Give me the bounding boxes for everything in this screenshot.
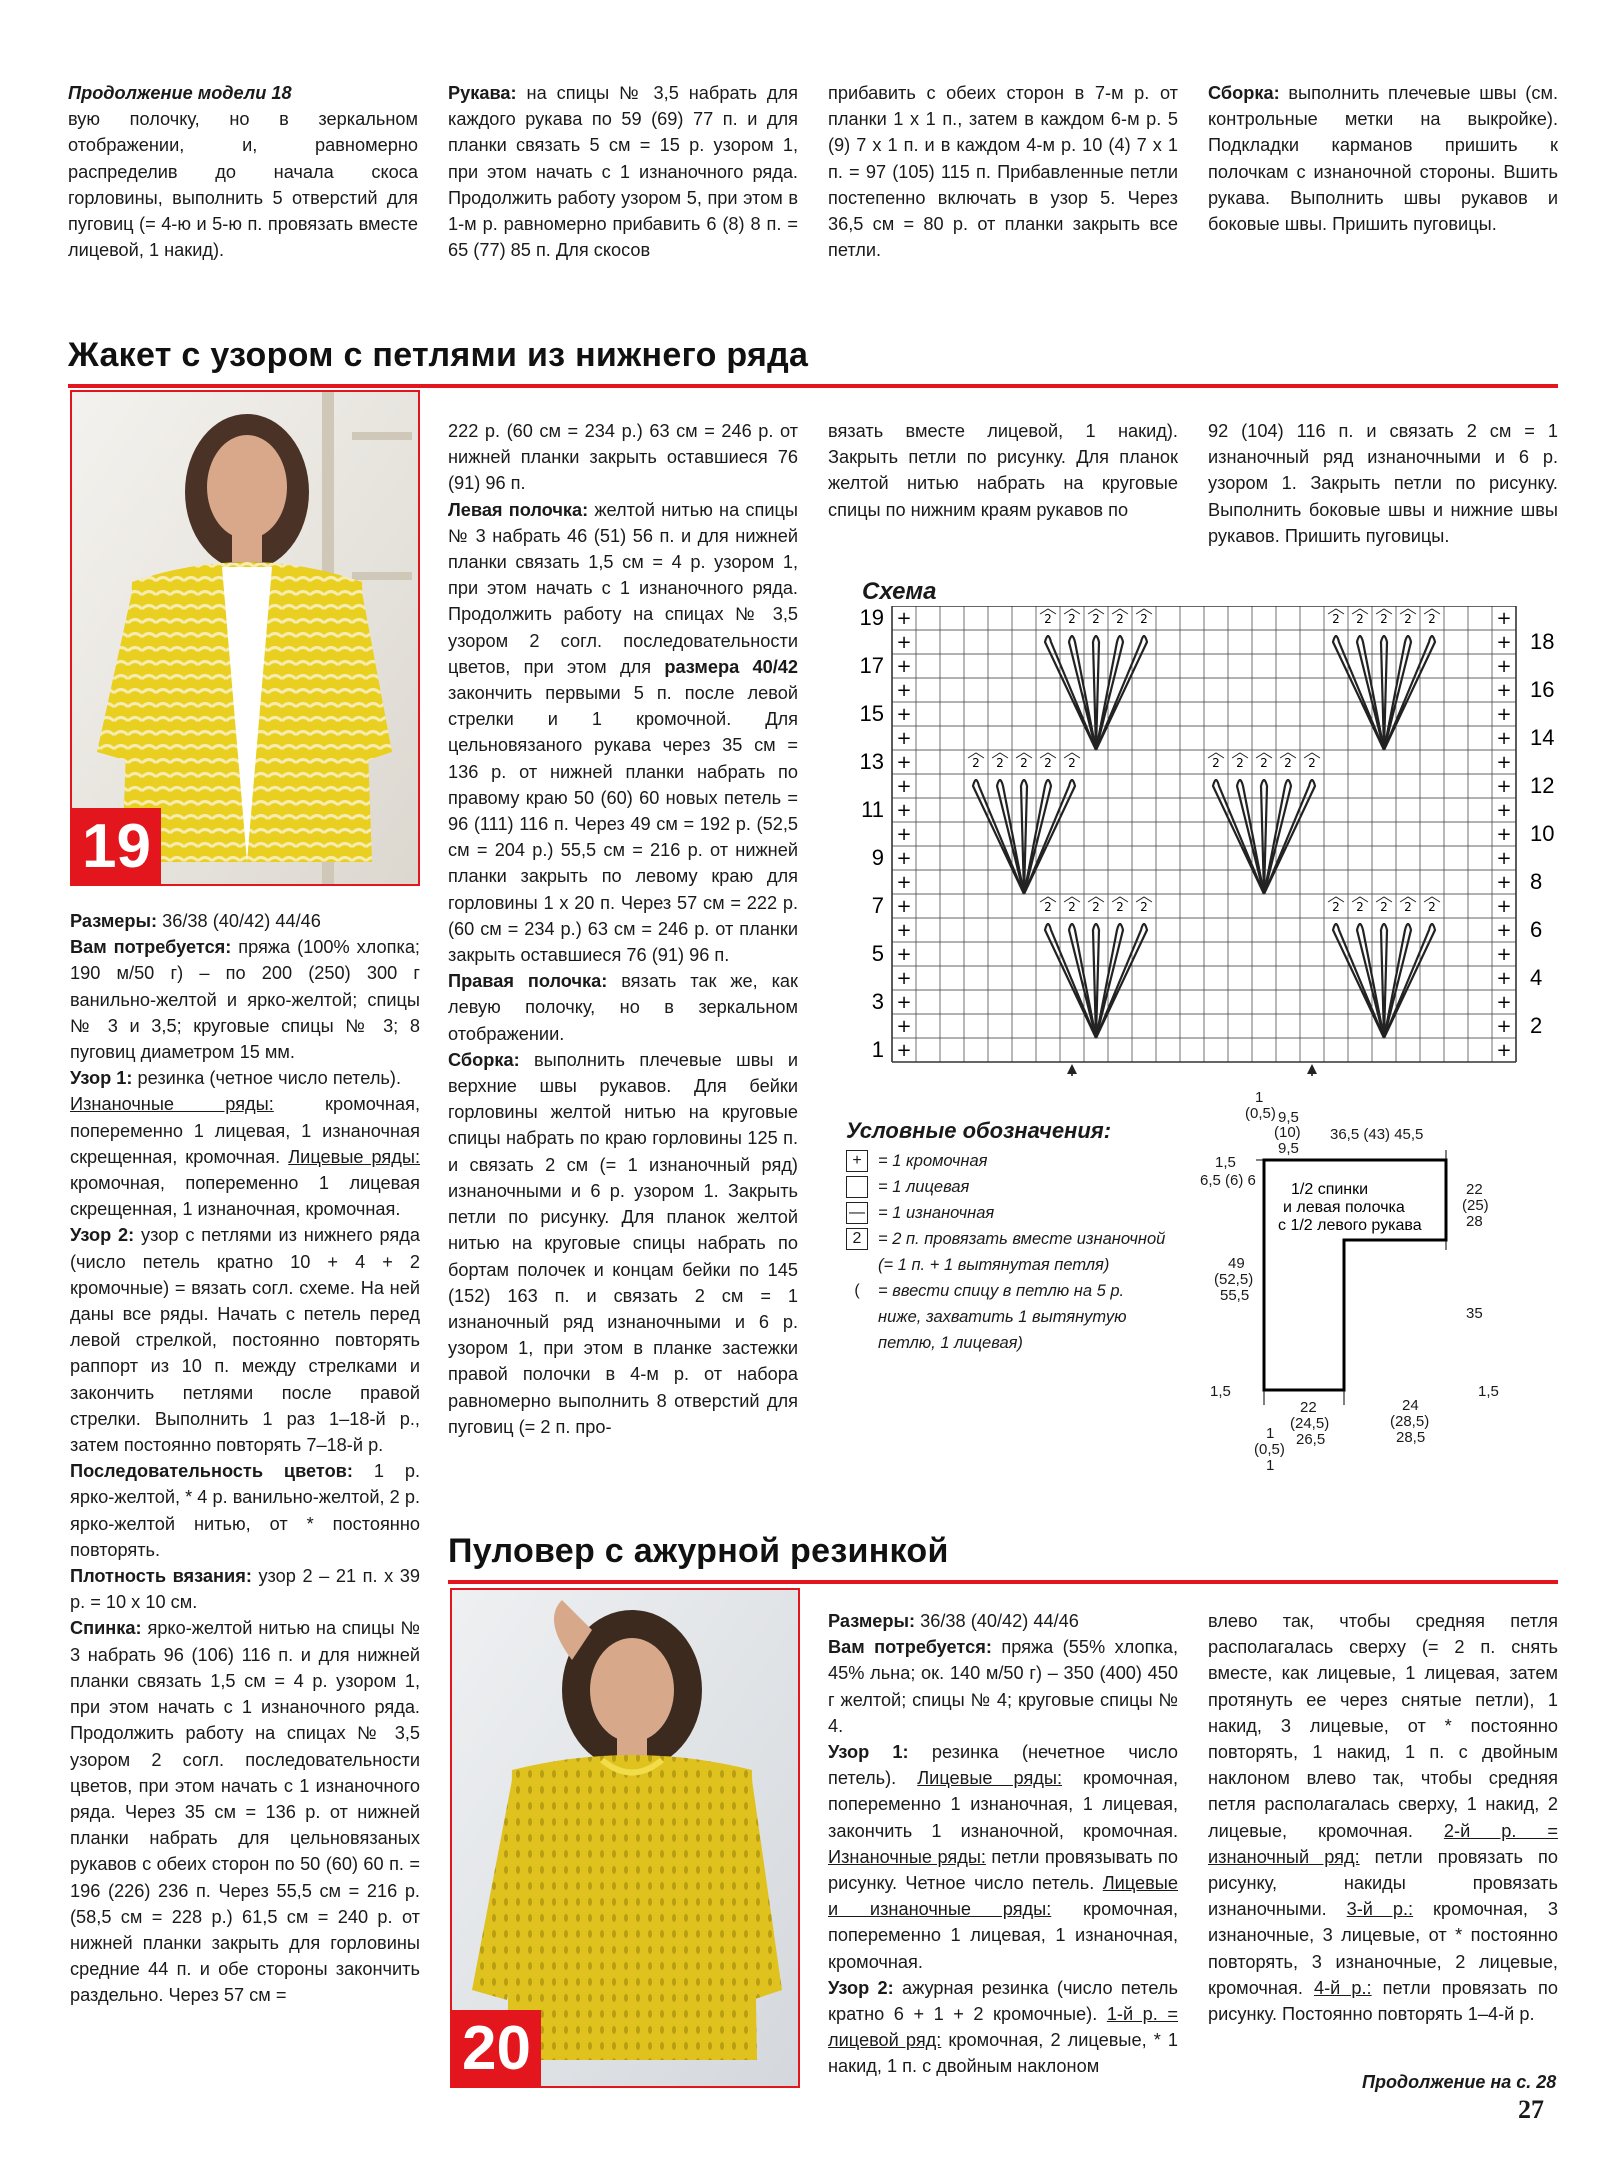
m19-p1-right-lead: Лицевые ряды: (288, 1146, 421, 1167)
chart-row-label-left: 17 (859, 653, 884, 678)
drop-loop-mark (1264, 780, 1315, 894)
model20-red-rule (448, 1580, 1558, 1584)
chart-row-label-right: 4 (1530, 965, 1543, 990)
legend-item-purl (846, 1200, 1166, 1226)
top-col-2 (448, 80, 798, 263)
m19-left-b: закончить первыми 5 п. после левой стрелки и 1 кромочной. Для цельновязаного рукава через 35 см = 136 р. от нижней планки набрать по правому краю 50 (60) 60 новых петель = 96 (111) 116 п. Через 49 см = 192 р. (52,5 см = 204 р.) 55,5 см = 216 р. от нижней планки закрыть по левому краю для горловины 1 х 20 п. Через 57 см = 222 р. (60 см = 234 р.) 63 см = 246 р. от планки закрыть оставшиеся 76 (91) 96 п. (448, 683, 798, 966)
m20-p1-both-lead: Лицевые и изнаночные ряды: (828, 1873, 1178, 1920)
piece-label-1: 1/2 спинки (1291, 1181, 1369, 1198)
continuation-heading: Продолжение модели 18 (68, 83, 292, 103)
m20-p2-lead: Узор 2: (828, 1977, 894, 1998)
edge-stitch-mark: + (1496, 680, 1512, 701)
dim-b2: (24,5) (1290, 1415, 1330, 1432)
p2tog-mark: 2 (1116, 612, 1124, 626)
p2tog-mark: 2 (972, 756, 980, 770)
legend-text-p2tog: = 2 п. провязать вместе изнаночной (= 1 п. + 1 вытянутая петля) (878, 1230, 1166, 1274)
m19-assembly: выполнить плечевые швы и верхние швы рукавов. Для бейки горловины желтой нитью на круговые спицы набрать по краю горловины 125 п. и связать 2 см (= 1 изнаночный ряд) изнаночными и 6 р. узором 1. Закрыть петли по рисунку. Для планок желтой нитью на круговые спицы набрать по бортам полочек и концам бейки по 145 (152) 163 п. и связать 2 см = 1 изнаночный ряд изнаночными и 6 р. узором 1, при этом в планке застежки правой полочки в 4-м р. от набора равномерно выполнить 8 отверстий для пуговиц (= 2 п. про- (448, 1049, 798, 1437)
edge-stitch-mark: + (1496, 920, 1512, 941)
p2tog-mark: 2 (1140, 900, 1148, 914)
m20-p1-both: кромочная, попеременно 1 лицевая, 1 изнаночная, кромочная. (828, 1899, 1178, 1972)
chart-row-label-left: 19 (859, 606, 884, 630)
edge-stitch-mark: + (1496, 608, 1512, 629)
p2tog-mark: 2 (1236, 756, 1244, 770)
model19-col-4 (1208, 418, 1558, 549)
dim-l1: 1,5 (1215, 1154, 1236, 1171)
drop-loop-mark (1045, 924, 1096, 1038)
drop-loop-mark (1021, 780, 1027, 894)
sleeves-lead: Рукава: (448, 83, 517, 103)
p2tog-mark: 2 (1020, 756, 1028, 770)
drop-loop-mark (1093, 636, 1099, 750)
edge-stitch-mark: + (896, 728, 912, 749)
model19-title: Жакет с узором с петлями из нижнего ряда (68, 336, 809, 374)
m19-density: узор 2 – 21 п. х 39 р. = 10 х 10 см. (70, 1566, 421, 1613)
drop-loop-mark (1261, 780, 1267, 894)
m19-c4: 92 (104) 116 п. и связать 2 см = 1 изнаночный ряд изнаночными и 6 р. узором 1. Закрыть петли по рисунку. Выполнить боковые швы и нижние швы рукавов. Пришить пуговицы. (1208, 421, 1558, 546)
m19-p1-lead: Узор 1: (70, 1068, 133, 1089)
m19-right: вязать так же, как левую полочку, но в зеркальном отображении. (448, 971, 799, 1044)
edge-stitch-mark: + (896, 608, 912, 629)
chart-row-label-right: 8 (1530, 869, 1543, 894)
dim-t2: (0,5) (1245, 1105, 1276, 1122)
m20-p1-wrong: петли провязывать по рисунку. Четное число петель. (828, 1846, 1178, 1894)
p2tog-mark: 2 (1044, 900, 1052, 914)
top-col-3-text: прибавить с обеих сторон в 7-м р. от планки 1 х 1 п., затем в каждом 6-м р. 5 (9) 7 х 1 п. и в каждом 4-м р. 10 (4) 7 х 1 п. = 97 (105) 115 п. Прибавленные петли постепенно включать в узор 5. Через 36,5 см = 80 р. от планки закрыть все петли. (828, 83, 1178, 261)
chart-row-label-left: 13 (859, 749, 884, 774)
edge-stitch-mark: + (896, 944, 912, 965)
edge-stitch-mark: + (896, 992, 912, 1013)
m19-c2-start: 222 р. (60 см = 234 р.) 63 см = 246 р. от нижней планки закрыть оставшиеся 76 (91) 96 п. (448, 421, 798, 494)
m19-left-a: желтой нитью на спицы № 3 набрать 46 (51) 56 п. и для нижней планки связать 1,5 см = 4 р. узором 1, при этом начать с 1 изнаночного ряда. Продолжить работу на спицах № 3,5 узором 2 согл. последовательности цветов, при этом для (448, 499, 798, 677)
drop-loop-mark (1093, 924, 1099, 1038)
dim-b9: 1 (1266, 1457, 1275, 1474)
edge-stitch-mark: + (896, 896, 912, 917)
drop-loop-icon: ( (854, 1282, 860, 1299)
edge-stitch-mark: + (896, 704, 912, 725)
piece-label-3: с 1/2 левого рукава (1278, 1217, 1422, 1234)
p2tog-mark: 2 (1380, 900, 1388, 914)
model20-col-1 (828, 1608, 1178, 2080)
m20-sizes: 36/38 (40/42) 44/46 (915, 1611, 1079, 1631)
m20-r3-lead: 3-й р.: (1346, 1899, 1414, 1920)
p2tog-mark: 2 (1116, 900, 1124, 914)
m20-sizes-lead: Размеры: (828, 1611, 916, 1631)
p2tog-mark: 2 (1068, 900, 1076, 914)
legend-text-drop: = ввести спицу в петлю на 5 р. ниже, захватить 1 вытянутую петлю, 1 лицевая) (878, 1282, 1127, 1352)
dim-br: 1,5 (1478, 1383, 1499, 1400)
edge-stitch-mark: + (1496, 848, 1512, 869)
knitting-chart (850, 606, 1570, 1076)
edge-stitch-mark: + (896, 800, 912, 821)
p2tog-mark: 2 (1068, 612, 1076, 626)
legend-text-edge: = 1 кромочная (878, 1152, 988, 1170)
m20-r4: петли провязать по рисунку. Постоянно повторять 1–4-й р. (1208, 1977, 1559, 2025)
m19-back-lead: Спинка: (70, 1618, 142, 1639)
dim-r3: 28 (1466, 1213, 1483, 1230)
drop-loop-mark (1045, 636, 1096, 750)
edge-stitch-mark: + (896, 1016, 912, 1037)
dim-l4: (52,5) (1214, 1271, 1254, 1288)
p2tog-mark: 2 (1140, 612, 1148, 626)
edge-stitch-mark: + (1496, 944, 1512, 965)
edge-stitch-mark: + (1496, 992, 1512, 1013)
dim-l3: 49 (1228, 1255, 1245, 1272)
m20-p1-right: кромочная, попеременно 1 изнаночная, 1 лицевая, закончить 1 изнаночной, кромочная. (828, 1768, 1179, 1841)
chart-row-label-left: 5 (871, 941, 884, 966)
edge-stitch-icon: + (846, 1150, 868, 1172)
m19-p2-lead: Узор 2: (70, 1225, 135, 1246)
m19-need: пряжа (100% хлопка; 190 м/50 г) – по 200 (250) 300 г ванильно-желтой и ярко-желтой; спицы № 3 и 3,5; круговые спицы № 3; 8 пуговиц диаметром 15 мм. (70, 937, 420, 1063)
m19-right-lead: Правая полочка: (448, 971, 608, 992)
p2tog-mark: 2 (1428, 612, 1436, 626)
drop-loop-mark (1384, 636, 1435, 750)
dim-b3: 26,5 (1296, 1431, 1326, 1448)
m20-p1-lead: Узор 1: (828, 1742, 909, 1763)
edge-stitch-mark: + (896, 1040, 912, 1061)
dim-t1: 1 (1255, 1089, 1264, 1106)
edge-stitch-mark: + (1496, 1040, 1512, 1061)
m20-need-lead: Вам потребуется: (828, 1637, 992, 1658)
m20-r4-lead: 4-й р.: (1314, 1977, 1372, 1998)
edge-stitch-mark: + (896, 656, 912, 677)
m19-left-lead: Левая полочка: (448, 499, 589, 520)
model20-col-2 (1208, 1608, 1558, 2027)
m19-p1-right: кромочная, попеременно 1 лицевая скрещенная, 1 изнаночная, кромочная. (70, 1173, 420, 1220)
chart-row-label-left: 7 (871, 893, 884, 918)
m20-r1-lead: 1-й р. = лицевой ряд: (828, 2004, 1178, 2051)
legend-item-drop (846, 1278, 1166, 1356)
edge-stitch-mark: + (1496, 800, 1512, 821)
edge-stitch-mark: + (896, 752, 912, 773)
p2tog-icon: 2 (846, 1228, 868, 1250)
p2tog-mark: 2 (1260, 756, 1268, 770)
edge-stitch-mark: + (896, 824, 912, 845)
dim-r4: 35 (1466, 1305, 1483, 1322)
chart-row-label-left: 3 (871, 989, 884, 1014)
p2tog-mark: 2 (1356, 900, 1364, 914)
chart-row-label-left: 1 (871, 1037, 884, 1062)
dim-b4: 24 (1402, 1397, 1419, 1414)
p2tog-mark: 2 (1404, 612, 1412, 626)
m20-r2: петли провязать по рисунку, накиды провязать изнаночными. (1208, 1846, 1558, 1920)
chart-row-label-right: 18 (1530, 629, 1555, 654)
m19-colors: 1 р. ярко-желтой, * 4 р. ванильно-желтой, 2 р. ярко-желтой нитью, от * постоянно повторять. (70, 1461, 420, 1560)
p2tog-mark: 2 (1044, 756, 1052, 770)
legend-item-edge (846, 1148, 1166, 1174)
top-col-1-text: вую полочку, но в зеркальном отображении, и, равномерно распределив до начала скоса горловины, выполнить 5 отверстий для пуговиц (= 4-ю и 5-ю п. провязать вместе лицевой, 1 накид). (68, 109, 418, 261)
schema-title: Схема (862, 578, 937, 605)
dim-l5: 55,5 (1220, 1287, 1250, 1304)
edge-stitch-mark: + (1496, 776, 1512, 797)
drop-loop-mark (1096, 636, 1147, 750)
p2tog-mark: 2 (1092, 900, 1100, 914)
chart-row-label-right: 10 (1530, 821, 1555, 846)
purl-stitch-icon: — (846, 1202, 868, 1224)
p2tog-mark: 2 (1212, 756, 1220, 770)
drop-loop-mark (1381, 636, 1387, 750)
assembly-lead-18: Сборка: (1208, 83, 1280, 103)
edge-stitch-mark: + (896, 872, 912, 893)
dim-t3: 9,5 (1278, 1109, 1299, 1126)
m20-r2-lead: 2-й р. = изнаночный ряд: (1208, 1820, 1558, 1867)
chart-row-label-right: 16 (1530, 677, 1555, 702)
repeat-arrow-head (1307, 1064, 1317, 1074)
edge-stitch-mark: + (896, 632, 912, 653)
model19-number-badge: 19 (72, 808, 161, 884)
p2tog-mark: 2 (1332, 900, 1340, 914)
p2tog-mark: 2 (996, 756, 1004, 770)
drop-loop-mark (1333, 636, 1384, 750)
dim-t6: 36,5 (43) 45,5 (1330, 1126, 1424, 1143)
m19-back: ярко-желтой нитью на спицы № 3 набрать 96 (106) 116 п. и для нижней планки связать 1,5 см = 4 р. узором 1, при этом начать с 1 изнаночного ряда. Продолжить работу на спицах № 3,5 узором 2 согл. последовательности цветов, при этом начать с 1 изнаночного ряда. Через 35 см = 136 р. от нижней планки набрать для цельновязаных рукавов с обеих сторон по 50 (60) 60 п. = 196 (226) 236 п. Через 55,5 см = 216 р. (58,5 см = 228 р.) 61,5 см = 240 р. от нижней планки закрыть для горловины средние 44 п. и обе стороны закончить раздельно. Через 57 см = (70, 1618, 420, 2006)
m20-r3: кромочная, 3 изнаночные, 3 лицевые, от * постоянно повторять, 3 изнаночные, 2 лицевые, кромочная. (1208, 1899, 1558, 1998)
p2tog-mark: 2 (1284, 756, 1292, 770)
m19-c3: вязать вместе лицевой, 1 накид). Закрыть петли по рисунку. Для планок желтой нитью набрать на круговые спицы по нижним краям рукавов по (828, 421, 1178, 520)
top-col-4 (1208, 80, 1558, 237)
model20-title: Пуловер с ажурной резинкой (448, 1532, 949, 1570)
m20-p1-right-lead: Лицевые ряды: (917, 1768, 1063, 1789)
page-number: 27 (1518, 2095, 1544, 2124)
p2tog-mark: 2 (1092, 612, 1100, 626)
p2tog-mark: 2 (1356, 612, 1364, 626)
p2tog-mark: 2 (1308, 756, 1316, 770)
edge-stitch-mark: + (896, 920, 912, 941)
edge-stitch-mark: + (1496, 968, 1512, 989)
knit-stitch-icon (846, 1176, 868, 1198)
dim-b5: (28,5) (1390, 1413, 1430, 1430)
dim-t5: 9,5 (1278, 1140, 1299, 1157)
chart-row-label-left: 11 (861, 797, 884, 822)
model20-number-badge: 20 (452, 2010, 541, 2086)
edge-stitch-mark: + (1496, 872, 1512, 893)
legend-item-knit (846, 1174, 1166, 1200)
dim-r2: (25) (1462, 1197, 1489, 1214)
model19-col-1 (70, 908, 420, 2009)
chart-row-label-left: 9 (871, 845, 884, 870)
m20-p1: резинка (нечетное число петель). (828, 1742, 1178, 1789)
m20-p2: ажурная резинка (число петель кратно 6 + 1 + 2 кромочные). (828, 1977, 1178, 2025)
model19-col-2 (448, 418, 798, 1440)
dim-r1: 22 (1466, 1181, 1483, 1198)
legend-title: Условные обозначения: (846, 1118, 1112, 1143)
drop-loop-mark (1096, 924, 1147, 1038)
m19-sizes-lead: Размеры: (70, 911, 158, 931)
edge-stitch-mark: + (896, 848, 912, 869)
edge-stitch-mark: + (1496, 1016, 1512, 1037)
chart-row-label-right: 6 (1530, 917, 1543, 942)
top-col-1 (68, 80, 418, 263)
drop-loop-mark (1024, 780, 1075, 894)
m19-density-lead: Плотность вязания: (70, 1566, 252, 1587)
p2tog-mark: 2 (1404, 900, 1412, 914)
p2tog-mark: 2 (1044, 612, 1052, 626)
dim-b7: 1 (1266, 1425, 1275, 1442)
drop-loop-mark (1381, 924, 1387, 1038)
dim-l2: 6,5 (6) 6 (1200, 1172, 1256, 1189)
edge-stitch-mark: + (1496, 728, 1512, 749)
edge-stitch-mark: + (896, 968, 912, 989)
edge-stitch-mark: + (896, 680, 912, 701)
dim-bl: 1,5 (1210, 1383, 1231, 1400)
dim-t4: (10) (1274, 1124, 1301, 1141)
drop-loop-mark (1213, 780, 1264, 894)
dim-b8: (0,5) (1254, 1441, 1285, 1458)
drop-loop-mark (973, 780, 1024, 894)
legend (846, 1118, 1166, 1356)
model19-red-rule (68, 384, 1558, 388)
edge-stitch-mark: + (1496, 704, 1512, 725)
p2tog-mark: 2 (1332, 612, 1340, 626)
drop-loop-mark (1384, 924, 1435, 1038)
chart-grid (892, 606, 1516, 1062)
drop-loop-mark (1333, 924, 1384, 1038)
chart-row-label-right: 12 (1530, 773, 1555, 798)
edge-stitch-mark: + (1496, 896, 1512, 917)
edge-stitch-mark: + (896, 776, 912, 797)
m19-p1-wrong: кромочная, попеременно 1 лицевая, 1 изнаночная скрещенная, кромочная. (70, 1094, 420, 1167)
p2tog-mark: 2 (1068, 756, 1076, 770)
dim-b6: 28,5 (1396, 1429, 1426, 1446)
model19-col-3 (828, 418, 1178, 523)
m19-colors-lead: Последовательность цветов: (70, 1461, 353, 1482)
m19-assembly-lead: Сборка: (448, 1049, 520, 1070)
edge-stitch-mark: + (1496, 656, 1512, 677)
chart-row-label-right: 14 (1530, 725, 1555, 750)
m19-p1: резинка (четное число петель). (132, 1068, 402, 1089)
m19-sizes: 36/38 (40/42) 44/46 (157, 911, 321, 931)
m19-p2: узор с петлями из нижнего ряда (число петель кратно 10 + 4 + 2 кромочные) = вязать согл. схеме. На ней даны все ряды. Начать с петель перед левой стрелкой, постоянно повторять раппорт из 10 п. между стрелками и закончить петлями после правой стрелки. Выполнить 1 раз 1–18-й р., затем постоянно повторять 7–18-й р. (70, 1225, 420, 1456)
legend-text-knit: = 1 лицевая (878, 1178, 970, 1196)
sleeves-text: на спицы № 3,5 набрать для каждого рукава по 59 (69) 77 п. и для планки связать 5 см = 15 р. узором 1, при этом начать с 1 изнаночного ряда. Продолжить работу узором 5, при этом в 1-м р. равномерно прибавить 6 (8) 8 п. = 65 (77) 85 п. Для скосов (448, 83, 798, 261)
p2tog-mark: 2 (1380, 612, 1388, 626)
legend-item-p2tog (846, 1226, 1166, 1278)
repeat-arrow-head (1067, 1064, 1077, 1074)
m19-p1-wrong-lead: Изнаночные ряды: (70, 1094, 274, 1115)
m19-left-bold: размера 40/42 (664, 656, 798, 677)
edge-stitch-mark: + (1496, 632, 1512, 653)
continued-note: Продолжение на с. 28 (1362, 2072, 1557, 2092)
m20-p1-wrong-lead: Изнаночные ряды: (828, 1846, 986, 1867)
top-col-3 (828, 80, 1178, 263)
dim-b1: 22 (1300, 1399, 1317, 1416)
assembly-text-18: выполнить плечевые швы (см. контрольные метки на выкройке). Подкладки карманов пришить к полочкам с изнаночной стороны. Вшить рукава. Выполнить швы рукавов и боковые швы. Пришить пуговицы. (1208, 83, 1558, 235)
legend-text-purl: = 1 изнаночная (878, 1204, 995, 1222)
edge-stitch-mark: + (1496, 752, 1512, 773)
chart-row-label-left: 15 (859, 701, 884, 726)
edge-stitch-mark: + (1496, 824, 1512, 845)
m20-r1: кромочная, 2 лицевые, * 1 накид, 1 п. с двойным наклоном (828, 2030, 1178, 2077)
m20-c2: влево так, чтобы средняя петля располагалась сверху (= 2 п. снять вместе, как лицевые, 1 лицевая, затем протянуть ее через снятые петли), 1 накид, 3 лицевые, от * постоянно повторять, 1 накид, 1 п. с двойным наклоном влево так, чтобы средняя петля располагалась сверху, 1 накид, 2 лицевые, кромочная. (1208, 1611, 1558, 1841)
m19-need-lead: Вам потребуется: (70, 937, 232, 958)
m20-need: пряжа (55% хлопка, 45% льна; ок. 140 м/50 г) – 350 (400) 450 г желтой; спицы № 4; круговые спицы № 4. (828, 1637, 1178, 1736)
piece-label-2: и левая полочка (1283, 1199, 1405, 1216)
chart-row-label-right: 2 (1530, 1013, 1543, 1038)
p2tog-mark: 2 (1428, 900, 1436, 914)
